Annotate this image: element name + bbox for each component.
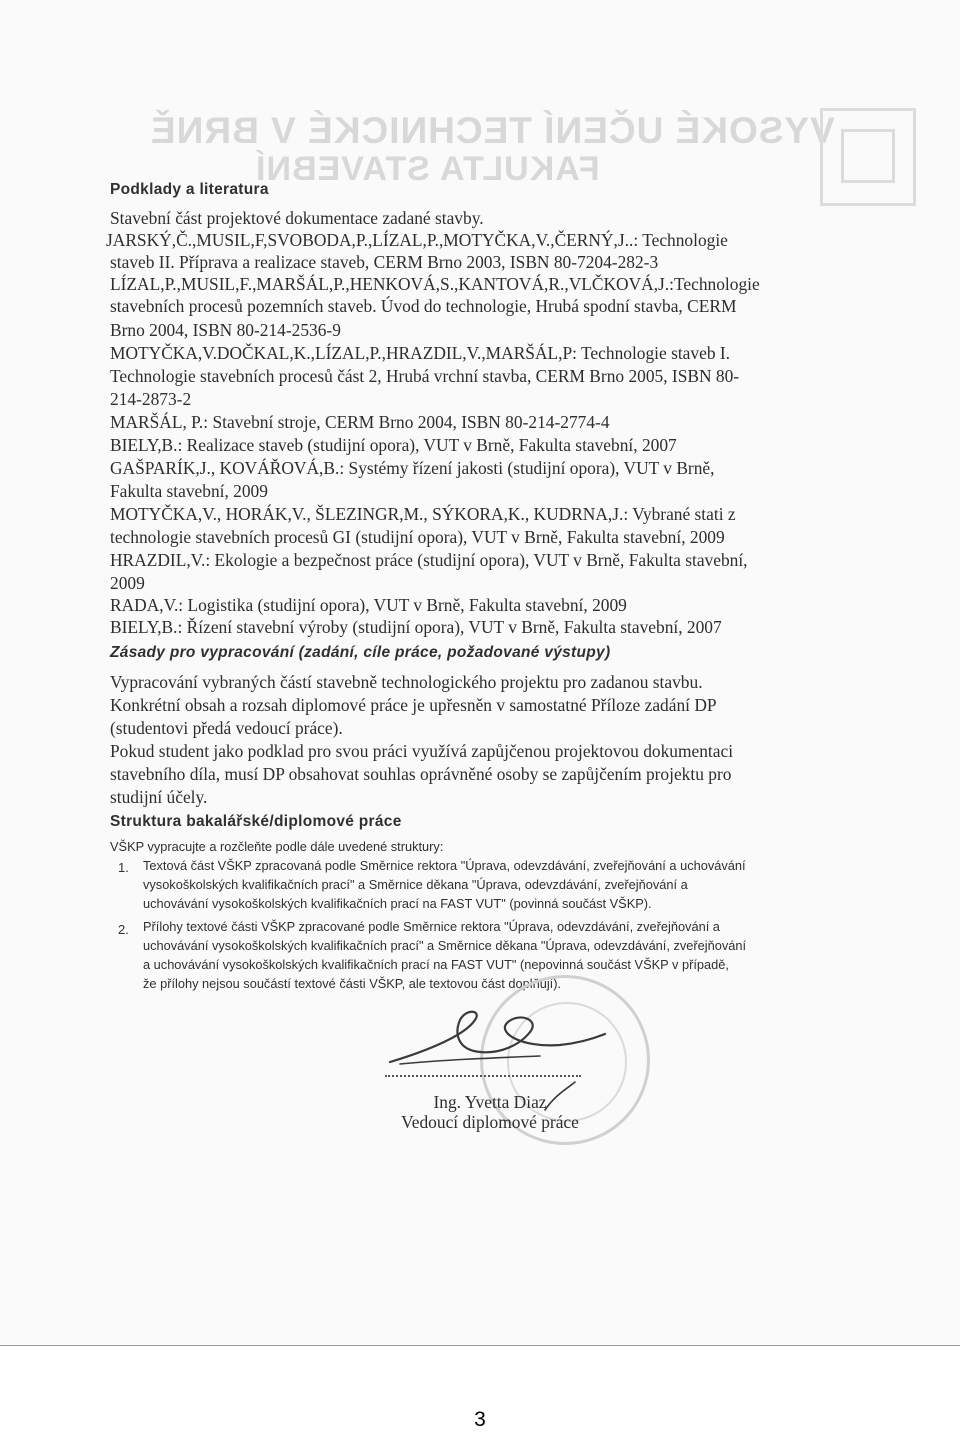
reference-line: LÍZAL,P.,MUSIL,F.,MARŠÁL,P.,HENKOVÁ,S.,KANTOVÁ,R.,VLČKOVÁ,J.:Technologie	[110, 274, 760, 294]
reference-line: RADA,V.: Logistika (studijní opora), VUT v Brně, Fakulta stavební, 2009	[110, 595, 627, 615]
reference-line: 214-2873-2	[110, 389, 192, 409]
reference-line: stavebních procesů pozemních staveb. Úvod do technologie, Hrubá spodní stavba, CERM	[110, 296, 737, 316]
show-through-header-line-1: VYSOKÉ UČENÍ TECHNICKÉ V BRNĚ	[150, 110, 835, 151]
item-line: a uchovávání vysokoškolských kvalifikačních prací na FAST VUT" (nepovinná součást VŠKP v případě,	[143, 957, 729, 972]
signature-line	[385, 1075, 581, 1077]
heading-podklady: Podklady a literatura	[110, 181, 269, 198]
body-line: Vypracování vybraných částí stavebně technologického projektu pro zadanou stavbu.	[110, 672, 703, 692]
item-line: že přílohy nejsou součástí textové části VŠKP, ale textovou část doplňují).	[143, 976, 562, 991]
reference-line: 2009	[110, 573, 145, 593]
body-line: stavebního díla, musí DP obsahovat souhlas oprávněné osoby se zapůjčením projektu pro	[110, 764, 732, 784]
heading-struktura: Struktura bakalářské/diplomové práce	[110, 813, 402, 830]
body-line: Konkrétní obsah a rozsah diplomové práce je upřesněn v samostatné Příloze zadání DP	[110, 695, 717, 715]
reference-line: MARŠÁL, P.: Stavební stroje, CERM Brno 2004, ISBN 80-214-2774-4	[110, 412, 610, 432]
page-number: 3	[474, 1408, 486, 1431]
reference-line: Technologie stavebních procesů část 2, Hrubá vrchní stavba, CERM Brno 2005, ISBN 80-	[110, 366, 740, 386]
heading-zasady: Zásady pro vypracování (zadání, cíle práce, požadované výstupy)	[110, 644, 611, 661]
show-through-logo	[820, 108, 916, 206]
item-number: 1.	[118, 860, 129, 875]
reference-line: Fakulta stavební, 2009	[110, 481, 268, 501]
reference-line: MOTYČKA,V.DOČKAL,K.,LÍZAL,P.,HRAZDIL,V.,MARŠÁL,P: Technologie staveb I.	[110, 343, 730, 363]
show-through-header-line-2: FAKULTA STAVEBNÍ	[255, 150, 600, 188]
body-line: Pokud student jako podklad pro svou práci využívá zapůjčenou projektovou dokumentaci	[110, 741, 734, 761]
item-number: 2.	[118, 922, 129, 937]
reference-line: MOTYČKA,V., HORÁK,V., ŠLEZINGR,M., SÝKORA,K., KUDRNA,J.: Vybrané stati z	[110, 504, 736, 524]
item-line: uchovávání vysokoškolských kvalifikačních prací na FAST VUT" (povinná součást VŠKP).	[143, 896, 652, 911]
reference-line: technologie stavebních procesů GI (studijní opora), VUT v Brně, Fakulta stavební, 2009	[110, 527, 725, 547]
reference-line: JARSKÝ,Č.,MUSIL,F,SVOBODA,P.,LÍZAL,P.,MOTYČKA,V.,ČERNÝ,J..: Technologie	[106, 230, 728, 250]
signatory-name: Ing. Yvetta Diaz	[433, 1092, 547, 1112]
reference-line: BIELY,B.: Řízení stavební výroby (studijní opora), VUT v Brně, Fakulta stavební, 2007	[110, 617, 722, 637]
item-line: Přílohy textové části VŠKP zpracované podle Směrnice rektora "Úprava, odevzdávání, zveřejňování a	[143, 919, 720, 934]
item-line: uchovávání vysokoškolských kvalifikačních prací" a Směrnice děkana "Úprava, odevzdávání, zveřejňování	[143, 938, 747, 953]
reference-line: staveb II. Příprava a realizace staveb, CERM Brno 2003, ISBN 80-7204-282-3	[110, 252, 659, 272]
structure-intro: VŠKP vypracujte a rozčleňte podle dále uvedené struktury:	[110, 839, 444, 854]
reference-line: Stavební část projektové dokumentace zadané stavby.	[110, 208, 484, 228]
reference-line: Brno 2004, ISBN 80-214-2536-9	[110, 320, 341, 340]
body-line: (studentovi předá vedoucí práce).	[110, 718, 343, 738]
body-line: studijní účely.	[110, 787, 208, 807]
reference-line: GAŠPARÍK,J., KOVÁŘOVÁ,B.: Systémy řízení jakosti (studijní opora), VUT v Brně,	[110, 458, 715, 478]
reference-line: HRAZDIL,V.: Ekologie a bezpečnost práce (studijní opora), VUT v Brně, Fakulta stavební,	[110, 550, 748, 570]
signatory-title: Vedoucí diplomové práce	[401, 1112, 579, 1132]
item-line: vysokoškolských kvalifikačních prací" a Směrnice děkana "Úprava, odevzdávání, zveřejňování a	[143, 877, 688, 892]
reference-line: BIELY,B.: Realizace staveb (studijní opora), VUT v Brně, Fakulta stavební, 2007	[110, 435, 677, 455]
handwritten-signature	[370, 990, 630, 1170]
item-line: Textová část VŠKP zpracovaná podle Směrnice rektora "Úprava, odevzdávání, zveřejňování a uchovávání	[143, 858, 746, 873]
